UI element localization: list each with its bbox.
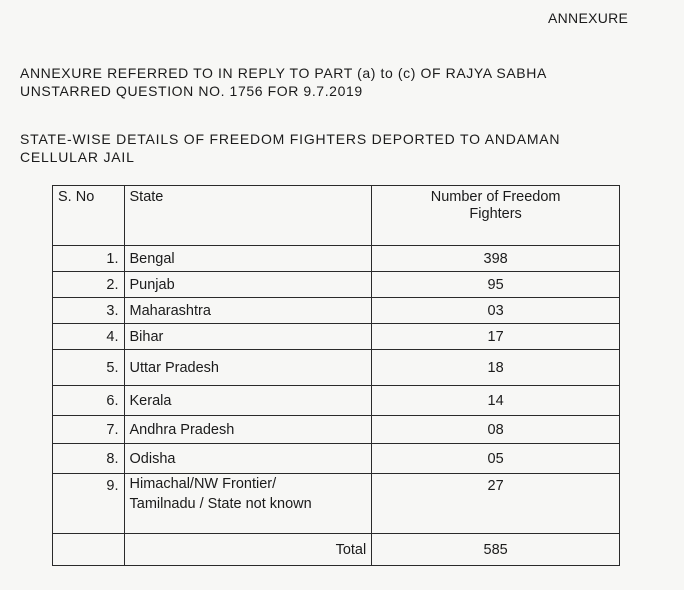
cell-state-line-2: Tamilnadu / State not known bbox=[129, 496, 312, 512]
cell-state-line-1: Himachal/NW Frontier/ bbox=[129, 476, 277, 492]
title-line-2: CELLULAR JAIL bbox=[20, 149, 135, 165]
cell-sno: 6. bbox=[53, 386, 125, 416]
cell-state: Maharashtra bbox=[124, 298, 372, 324]
cell-sno: 2. bbox=[53, 272, 125, 298]
document-title bbox=[20, 130, 670, 166]
cell-state: Odisha bbox=[124, 444, 372, 474]
total-value: 585 bbox=[372, 534, 620, 566]
cell-state: Bengal bbox=[124, 246, 372, 272]
cell-state: Bihar bbox=[124, 324, 372, 350]
cell-count: 95 bbox=[372, 272, 620, 298]
cell-sno: 5. bbox=[53, 350, 125, 386]
table-row bbox=[53, 350, 620, 386]
cell-empty bbox=[53, 534, 125, 566]
table-row bbox=[53, 246, 620, 272]
cell-count: 17 bbox=[372, 324, 620, 350]
freedom-fighters-table bbox=[52, 185, 620, 566]
reference-heading bbox=[20, 64, 660, 100]
header-count-line-2: Fighters bbox=[469, 206, 522, 222]
cell-count: 03 bbox=[372, 298, 620, 324]
cell-state: Uttar Pradesh bbox=[124, 350, 372, 386]
cell-sno: 7. bbox=[53, 416, 125, 444]
table-row bbox=[53, 474, 620, 534]
cell-state: Punjab bbox=[124, 272, 372, 298]
cell-count: 18 bbox=[372, 350, 620, 386]
header-sno: S. No bbox=[53, 186, 125, 246]
cell-state: Kerala bbox=[124, 386, 372, 416]
cell-sno: 3. bbox=[53, 298, 125, 324]
cell-state bbox=[124, 474, 372, 534]
table-row bbox=[53, 416, 620, 444]
table-row bbox=[53, 386, 620, 416]
cell-sno: 9. bbox=[53, 474, 125, 534]
cell-count: 398 bbox=[372, 246, 620, 272]
annexure-tag: ANNEXURE bbox=[548, 10, 629, 26]
cell-count: 14 bbox=[372, 386, 620, 416]
total-label: Total bbox=[124, 534, 372, 566]
header-state: State bbox=[124, 186, 372, 246]
table-row bbox=[53, 444, 620, 474]
cell-state: Andhra Pradesh bbox=[124, 416, 372, 444]
table-row bbox=[53, 298, 620, 324]
cell-count: 08 bbox=[372, 416, 620, 444]
total-row bbox=[53, 534, 620, 566]
cell-count: 27 bbox=[372, 474, 620, 534]
cell-sno: 4. bbox=[53, 324, 125, 350]
reference-line-1: ANNEXURE REFERRED TO IN REPLY TO PART (a) to (c) OF RAJYA SABHA bbox=[20, 65, 547, 81]
table-row bbox=[53, 272, 620, 298]
table-header-row bbox=[53, 186, 620, 246]
table-row bbox=[53, 324, 620, 350]
title-line-1: STATE-WISE DETAILS OF FREEDOM FIGHTERS DEPORTED TO ANDAMAN bbox=[20, 131, 561, 147]
header-count-line-1: Number of Freedom bbox=[430, 189, 561, 205]
reference-line-2: UNSTARRED QUESTION NO. 1756 FOR 9.7.2019 bbox=[20, 83, 363, 99]
header-count bbox=[372, 186, 620, 246]
cell-sno: 1. bbox=[53, 246, 125, 272]
cell-count: 05 bbox=[372, 444, 620, 474]
cell-sno: 8. bbox=[53, 444, 125, 474]
